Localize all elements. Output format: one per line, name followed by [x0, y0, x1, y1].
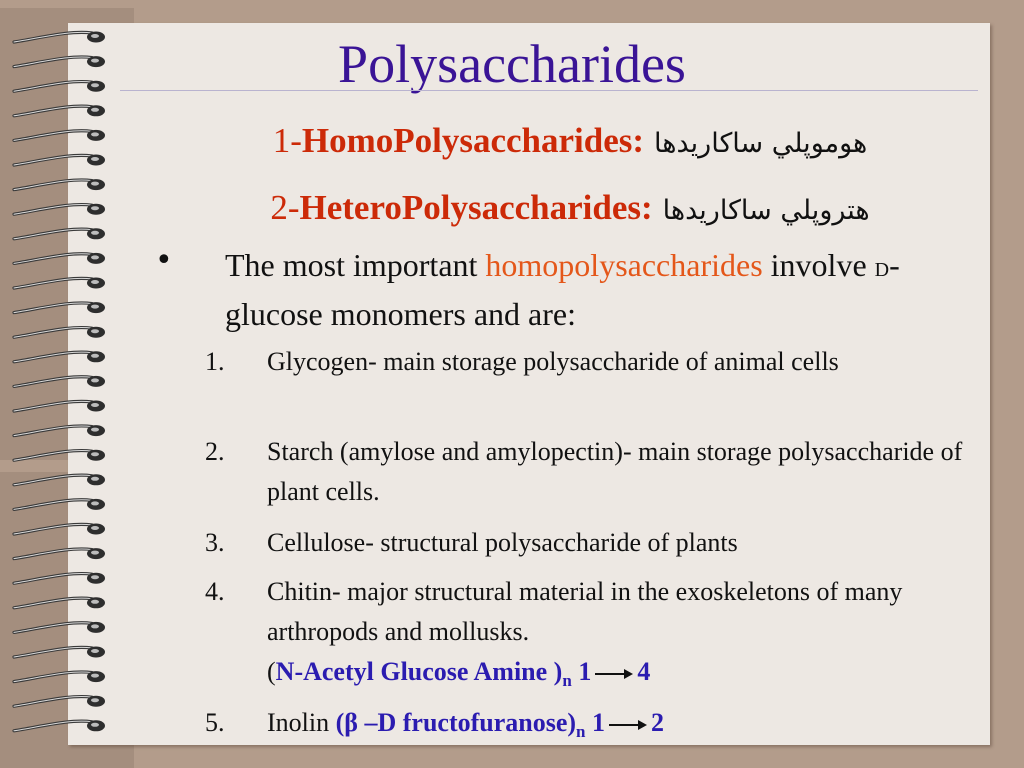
bullet-highlight: homopolysaccharides: [485, 247, 763, 283]
list-item-description: Inolin: [267, 708, 336, 737]
formula-text: (β –D fructofuranose): [335, 708, 577, 737]
list-item-text: Glycogen- main storage polysaccharide of animal cells: [267, 347, 839, 376]
list-item-number: 3.: [205, 528, 225, 557]
slide-title: Polysaccharides: [338, 34, 686, 94]
formula-subscript: n: [562, 671, 572, 691]
formula-open-paren: (: [267, 657, 276, 686]
list-item-number: 1.: [205, 347, 225, 376]
list-item-text: Cellulose- structural polysaccharide of plants: [267, 528, 738, 557]
subheading-hetero-prefix: 2-: [270, 188, 300, 227]
list-item-description: Chitin- major structural material in the exoskeletons of many arthropods and mollusks.: [267, 577, 903, 646]
subheading-hetero-label: HeteroPolysaccharides:: [299, 188, 653, 227]
formula-text: N-Acetyl Glucose Amine ): [275, 657, 563, 686]
list-item-text: [267, 703, 967, 752]
bullet-part2: involve: [762, 247, 875, 283]
list-item-number: 5.: [205, 708, 225, 737]
linkage-from: 1: [592, 708, 606, 737]
list-item-number: 2.: [205, 437, 225, 466]
right-arrow-icon: [595, 669, 633, 679]
list-item-number: 4.: [205, 577, 225, 606]
list-item-text: [267, 572, 967, 701]
title-divider: [120, 90, 978, 91]
right-arrow-icon: [609, 720, 647, 730]
bullet-part1: The most important: [225, 247, 486, 283]
list-item-text: Starch (amylose and amylopectin)- main storage polysaccharide of plant cells.: [267, 437, 963, 506]
bullet-text: [225, 243, 925, 336]
formula-subscript: n: [576, 722, 586, 742]
linkage-to: 2: [651, 708, 665, 737]
subheading-homo-label: HomoPolysaccharides:: [301, 121, 645, 160]
bullet-smallcaps: D: [874, 259, 890, 281]
subheading-hetero: [0, 186, 1024, 233]
subheading-hetero-arabic: هتروپلي ساكاريدها: [662, 195, 870, 226]
bullet-part3: -glucose monomers and are:: [225, 247, 900, 332]
bullet-marker: •: [155, 243, 173, 278]
subheading-homo: [0, 119, 1024, 166]
linkage-to: 4: [637, 657, 651, 686]
linkage-from: 1: [578, 657, 592, 686]
subheading-homo-prefix: 1-: [272, 121, 302, 160]
subheading-homo-arabic: هوموپلي ساكاريدها: [654, 128, 868, 159]
